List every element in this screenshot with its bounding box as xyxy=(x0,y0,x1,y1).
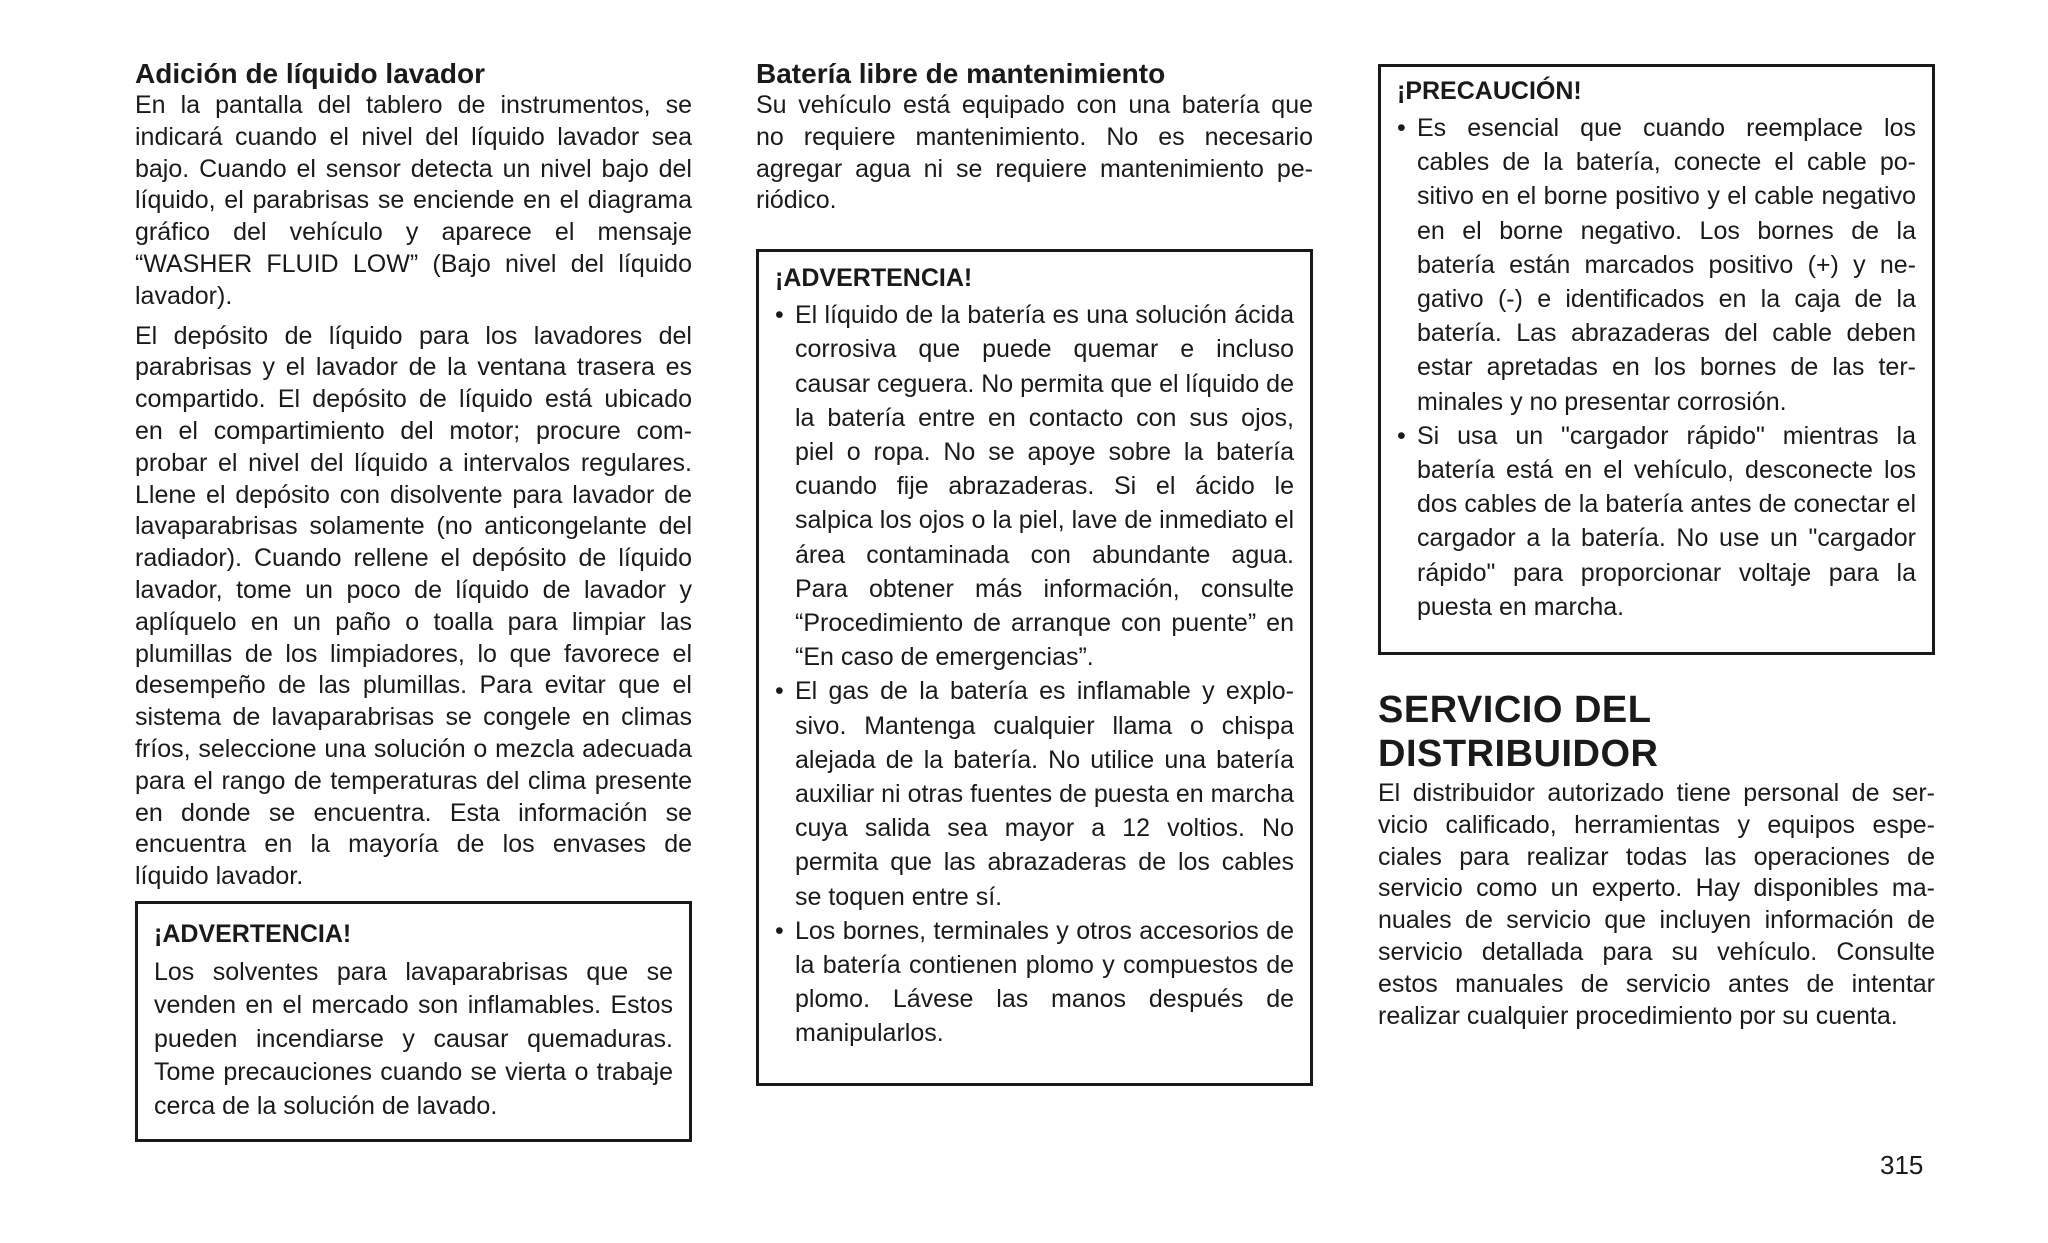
battery-heading: Batería libre de mantenimiento xyxy=(756,58,1166,89)
caution-title: ¡PRECAUCIÓN! xyxy=(1397,77,1582,105)
battery-paragraph: Su vehículo está equipado con una batería que no requiere mantenimiento. No es necesario agregar agua ni se requiere mantenimiento periódico. xyxy=(756,91,1313,215)
list-item: • Es esencial que cuando reemplace los cables de la batería, conecte el cable positivo en el borne positivo y el cable negativo en el borne negativo. Los bornes de la batería están marcados positivo (+) y negativo (-) e identificados en la caja de la batería. Las abrazaderas del cable deben estar apretadas en los bornes de las terminales y no presentar corrosión. xyxy=(1397,111,1916,419)
battery-warning-title: ¡ADVERTENCIA! xyxy=(775,264,973,293)
washer-warning-box xyxy=(135,901,692,1142)
bullet-icon: • xyxy=(775,677,784,706)
list-item: • Si usa un "cargador rápido" mientras la batería está en el vehículo, desconecte los dos cables de la batería antes de conectar el cargador a la batería. No use un "cargador rápido" para proporcionar voltaje para la puesta en marcha. xyxy=(1397,419,1916,624)
battery-warning-list xyxy=(775,298,1294,1050)
bullet-icon: • xyxy=(775,916,784,945)
middle-column xyxy=(756,58,1313,1086)
page-number: 315 xyxy=(1880,1150,1924,1180)
left-column xyxy=(135,58,692,1142)
washer-warning-text: Los solventes para lavaparabrisas que se venden en el mercado son inflamables. Estos pueden incendiarse y causar quemaduras. Tome precauciones cuando se vierta o trabaje cerca de la solución de lavado. xyxy=(154,957,673,1120)
caution-box xyxy=(1378,64,1935,655)
list-item: • Los bornes, terminales y otros accesorios de la batería contienen plomo y compuestos de plomo. Lávese las manos después de manipularlos. xyxy=(775,914,1294,1051)
washer-fluid-paragraph-1: En la pantalla del tablero de instrumentos, se indicará cuando el nivel del líquido lavador sea bajo. Cuando el sensor detecta un nivel bajo del líquido, el parabrisas se enciende en el diagrama gráfico del vehículo y aparece el mensaje “WASHER FLUID LOW” (Bajo nivel del líquido lavador). xyxy=(135,91,692,310)
bullet-icon: • xyxy=(1397,114,1406,142)
right-column xyxy=(1378,64,1935,1040)
washer-warning-title: ¡ADVERTENCIA! xyxy=(154,919,352,948)
bullet-icon: • xyxy=(1397,421,1406,450)
battery-warning-box xyxy=(756,249,1313,1086)
list-item: • El gas de la batería es inflamable y explosivo. Mantenga cualquier llama o chispa alejada de la batería. No utilice una batería auxiliar ni otras fuentes de puesta en marcha cuya salida sea mayor a 12 voltios. No permita que las abrazaderas de los cables se toquen entre sí. xyxy=(775,674,1294,913)
washer-fluid-heading: Adición de líquido lavador xyxy=(135,58,486,89)
washer-fluid-paragraph-2: El depósito de líquido para los lavadores del parabrisas y el lavador de la ventana trasera es compartido. El depósito de líquido está ubicado en el compartimiento del motor; procure comprobar el nivel del líquido a intervalos regulares. Llene el depósito con disolvente para lavador de lavaparabrisas solamente (no anticongelante del radiador). Cuando rellene el depósito de líquido lavador, tome un poco de líquido de lavador y aplíquelo en un paño o toalla para limpiar las plumillas de los limpiadores, lo que favorece el desempeño de las plumillas. Para evitar que el sistema de lavaparabrisas se congele en climas fríos, seleccione una solución o mezcla adecuada para el rango de temperaturas del clima presente en donde se encuentra. Esta información se encuentra en la mayoría de los envases de líquido lavador. xyxy=(135,321,692,891)
dealer-service-paragraph: El distribuidor autorizado tiene personal de servicio calificado, herramientas y equipos especiales para realizar todas las operaciones de servicio como un experto. Hay disponibles manuales de servicio que incluyen información de servicio detallada para su vehículo. Consulte estos manuales de servicio antes de intentar realizar cualquier procedimiento por su cuenta. xyxy=(1378,779,1935,1030)
list-item: • El líquido de la batería es una solución ácida corrosiva que puede quemar e incluso causar ceguera. No permita que el líquido de la batería entre en contacto con sus ojos, piel o ropa. No se apoye sobre la batería cuando fije abrazaderas. Si el ácido le salpica los ojos o la piel, lave de inmediato el área contaminada con abundante agua. Para obtener más información, consulte “Procedimiento de arranque con puente” en “En caso de emergencias”. xyxy=(775,298,1294,674)
caution-list xyxy=(1397,111,1916,624)
dealer-service-heading: SERVICIO DEL DISTRIBUIDOR xyxy=(1378,689,1659,775)
bullet-icon: • xyxy=(775,301,784,330)
